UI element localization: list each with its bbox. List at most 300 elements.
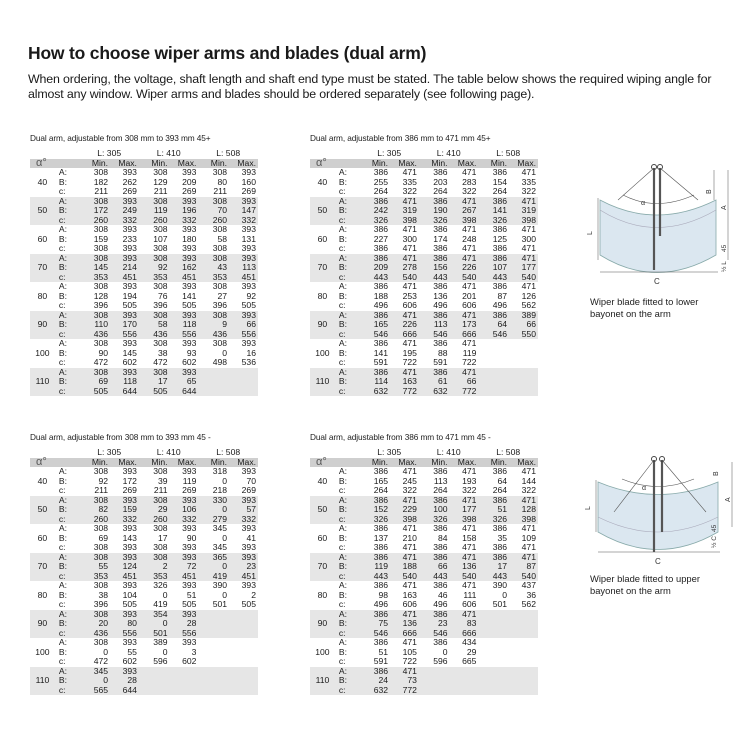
- value-cell: 471: [448, 311, 479, 321]
- value-cell: 546: [478, 330, 507, 340]
- value-cell: 471: [448, 254, 479, 264]
- dimension-label: B:: [58, 646, 67, 657]
- value-cell: 141: [373, 347, 389, 358]
- value-cell: 332: [227, 515, 258, 525]
- value-cell: 398: [507, 515, 538, 525]
- value-cell: [507, 358, 538, 368]
- value-cell: 536: [241, 357, 256, 367]
- value-cell: 23: [227, 562, 258, 572]
- value-cell: 471: [402, 243, 417, 253]
- value-cell: 0: [222, 347, 228, 358]
- value-cell: [139, 667, 168, 677]
- value-cell: 386: [492, 224, 508, 234]
- value-cell: [168, 686, 199, 696]
- value-cell: 386: [359, 496, 388, 506]
- value-cell: 154: [492, 176, 508, 187]
- value-cell: 193: [462, 475, 477, 486]
- B-label: B: [713, 471, 720, 476]
- value-cell: 332: [227, 216, 258, 226]
- angle-cell: 60: [317, 532, 328, 543]
- col-L410: L: 410: [436, 148, 461, 158]
- dimension-label: B:: [55, 377, 80, 387]
- value-cell: [227, 676, 258, 686]
- value-cell: 396: [93, 599, 109, 609]
- table-308-393-minus: [30, 432, 258, 695]
- wiper-diagram-upper-bayonet: [578, 452, 750, 570]
- value-cell: 606: [402, 599, 417, 609]
- dimension-label: A:: [55, 496, 80, 506]
- value-cell: 386: [433, 281, 448, 291]
- value-cell: 2: [139, 562, 168, 572]
- value-cell: 386: [419, 553, 448, 563]
- max-header: Max.: [507, 458, 538, 468]
- angle-cell: 80: [37, 589, 48, 600]
- angle-cell: 110: [310, 667, 335, 696]
- value-cell: 471: [388, 610, 419, 620]
- value-cell: [478, 648, 507, 658]
- dimension-label: c:: [58, 599, 66, 609]
- value-cell: 308: [93, 338, 109, 348]
- value-cell: 386: [419, 197, 448, 207]
- dimension-label: B:: [55, 320, 80, 330]
- max-header: Max.: [168, 159, 199, 169]
- value-cell: 393: [241, 243, 256, 253]
- value-cell: [227, 619, 258, 629]
- value-cell: 386: [478, 553, 507, 563]
- dimension-label: c:: [55, 273, 80, 283]
- value-cell: 443: [419, 572, 448, 582]
- value-cell: 393: [122, 281, 137, 291]
- value-cell: 65: [168, 377, 199, 387]
- value-cell: 92: [139, 263, 168, 273]
- value-cell: 393: [122, 338, 137, 348]
- value-cell: 0: [139, 619, 168, 629]
- dimension-label: A:: [335, 311, 360, 321]
- value-cell: 70: [198, 206, 227, 216]
- value-cell: [507, 629, 538, 639]
- value-cell: 386: [359, 197, 388, 207]
- value-cell: 9: [198, 320, 227, 330]
- value-cell: 501: [212, 599, 228, 609]
- value-cell: 0: [198, 505, 227, 515]
- angle-cell: 50: [30, 496, 55, 525]
- value-cell: 353: [139, 273, 168, 283]
- value-cell: 267: [448, 206, 479, 216]
- value-cell: 666: [388, 330, 419, 340]
- value-cell: [507, 648, 538, 658]
- dimension-label: c:: [58, 542, 66, 552]
- value-cell: 0: [222, 532, 228, 543]
- value-cell: 546: [419, 330, 448, 340]
- dimension-label: A:: [338, 466, 347, 476]
- value-cell: 335: [402, 176, 417, 187]
- value-cell: [227, 657, 258, 667]
- value-cell: 141: [182, 290, 197, 301]
- value-cell: 58: [217, 233, 228, 244]
- value-cell: 451: [227, 273, 258, 283]
- value-cell: 345: [212, 523, 228, 533]
- value-cell: 386: [373, 224, 389, 234]
- angle-cell: 110: [30, 368, 55, 397]
- value-cell: 92: [98, 475, 109, 486]
- dimension-label: c:: [58, 357, 66, 367]
- value-cell: 471: [462, 580, 477, 590]
- value-cell: 393: [108, 311, 139, 321]
- value-cell: 471: [448, 197, 479, 207]
- value-cell: [198, 648, 227, 658]
- value-cell: 90: [98, 347, 109, 358]
- dimension-label: A:: [335, 667, 360, 677]
- value-cell: 353: [198, 273, 227, 283]
- value-cell: [507, 377, 538, 387]
- col-L305: L: 305: [377, 447, 402, 457]
- value-cell: 471: [448, 553, 479, 563]
- value-cell: 393: [182, 542, 197, 552]
- intro-paragraph: When ordering, the voltage, shaft length and shaft end type must be stated. The table below shows the required wiping angle for almost any window. Wiper arms and blades should be ordered separately (see following page).: [28, 72, 712, 101]
- value-cell: 393: [122, 167, 137, 177]
- value-cell: 386: [419, 311, 448, 321]
- value-cell: 319: [388, 206, 419, 216]
- value-cell: [419, 667, 448, 677]
- value-cell: 393: [182, 523, 197, 533]
- angle-cell: 80: [317, 290, 328, 301]
- value-cell: [478, 667, 507, 677]
- value-cell: 393: [182, 167, 197, 177]
- value-cell: 419: [153, 599, 168, 609]
- value-cell: 386: [433, 466, 448, 476]
- value-cell: 61: [419, 377, 448, 387]
- value-cell: 393: [182, 224, 197, 234]
- dimension-label: c:: [55, 330, 80, 340]
- value-cell: 210: [402, 532, 417, 543]
- value-cell: [198, 619, 227, 629]
- value-cell: 269: [122, 186, 137, 196]
- angle-cell: 70: [30, 553, 55, 582]
- value-cell: 471: [388, 311, 419, 321]
- value-cell: 393: [122, 224, 137, 234]
- col-L508: L: 508: [496, 148, 521, 158]
- value-cell: 332: [108, 216, 139, 226]
- value-cell: 92: [246, 290, 256, 301]
- value-cell: [198, 638, 227, 648]
- value-cell: 398: [448, 515, 479, 525]
- angle-cell: 70: [310, 254, 335, 283]
- value-cell: 170: [108, 320, 139, 330]
- value-cell: 471: [521, 542, 536, 552]
- value-cell: 3: [191, 646, 197, 657]
- value-cell: 211: [94, 186, 109, 196]
- value-cell: 322: [521, 186, 536, 196]
- value-cell: 129: [153, 176, 168, 187]
- value-cell: 141: [478, 206, 507, 216]
- value-cell: 546: [359, 629, 388, 639]
- value-cell: 443: [359, 273, 388, 283]
- value-cell: 308: [79, 368, 108, 378]
- value-cell: 308: [93, 466, 109, 476]
- dimension-label: B:: [335, 619, 360, 629]
- value-cell: 505: [139, 387, 168, 397]
- value-cell: [139, 676, 168, 686]
- value-cell: 211: [153, 186, 168, 196]
- value-cell: 269: [182, 186, 197, 196]
- value-cell: 0: [79, 676, 108, 686]
- value-cell: 396: [93, 300, 109, 310]
- value-cell: 471: [507, 496, 538, 506]
- value-cell: 398: [388, 515, 419, 525]
- value-cell: [198, 629, 227, 639]
- dimension-label: B:: [338, 589, 347, 600]
- value-cell: 24: [359, 676, 388, 686]
- value-cell: 393: [108, 496, 139, 506]
- value-cell: 308: [79, 610, 108, 620]
- value-cell: 354: [139, 610, 168, 620]
- value-cell: 386: [433, 167, 448, 177]
- value-cell: 308: [153, 523, 168, 533]
- dimension-label: B:: [335, 320, 360, 330]
- value-cell: 345: [79, 667, 108, 677]
- value-cell: 386: [433, 523, 448, 533]
- value-cell: 665: [462, 656, 477, 666]
- value-cell: 386: [433, 542, 448, 552]
- table-caption: Dual arm, adjustable from 386 mm to 471 mm 45 -: [310, 432, 491, 442]
- value-cell: 556: [108, 629, 139, 639]
- max-header: Max.: [227, 159, 258, 169]
- value-cell: 147: [227, 206, 258, 216]
- half-C-label: ½ C: [711, 536, 718, 548]
- value-cell: 159: [108, 505, 139, 515]
- value-cell: 550: [507, 330, 538, 340]
- value-cell: 393: [122, 466, 137, 476]
- value-cell: 540: [388, 273, 419, 283]
- value-cell: 17: [158, 532, 168, 543]
- value-cell: 195: [402, 347, 417, 358]
- value-cell: 119: [139, 206, 168, 216]
- value-cell: 35: [497, 532, 508, 543]
- value-cell: 386: [492, 542, 508, 552]
- value-cell: 606: [402, 300, 417, 310]
- value-cell: 308: [198, 311, 227, 321]
- value-cell: 393: [182, 281, 197, 291]
- value-cell: 39: [158, 475, 168, 486]
- value-cell: [419, 676, 448, 686]
- value-cell: 308: [139, 311, 168, 321]
- value-cell: 107: [478, 263, 507, 273]
- value-cell: [198, 387, 227, 397]
- value-cell: 471: [388, 368, 419, 378]
- dimension-label: B:: [58, 290, 67, 301]
- value-cell: 451: [108, 273, 139, 283]
- dimension-label: B:: [338, 290, 347, 301]
- table-row: [30, 387, 258, 397]
- dimension-label: B:: [338, 233, 347, 244]
- value-cell: 436: [198, 330, 227, 340]
- value-cell: 451: [108, 572, 139, 582]
- value-cell: 471: [462, 224, 477, 234]
- value-cell: 332: [108, 515, 139, 525]
- value-cell: 172: [79, 206, 108, 216]
- value-cell: 386: [492, 523, 508, 533]
- min-header: Min.: [478, 159, 507, 169]
- value-cell: 227: [373, 233, 389, 244]
- value-cell: 389: [507, 311, 538, 321]
- value-cell: [507, 349, 538, 359]
- value-cell: 163: [388, 377, 419, 387]
- value-cell: 436: [79, 330, 108, 340]
- value-cell: 163: [402, 589, 417, 600]
- value-cell: 28: [168, 619, 199, 629]
- value-cell: 471: [462, 167, 477, 177]
- value-cell: [227, 368, 258, 378]
- value-cell: 505: [241, 599, 256, 609]
- value-cell: 87: [497, 290, 508, 301]
- value-cell: 260: [79, 216, 108, 226]
- dimension-label: A:: [58, 637, 67, 647]
- dimension-label: c:: [55, 629, 80, 639]
- col-L410: L: 410: [436, 447, 461, 457]
- value-cell: [478, 358, 507, 368]
- value-cell: 308: [153, 224, 168, 234]
- dimension-label: B:: [58, 176, 67, 187]
- value-cell: [507, 676, 538, 686]
- value-cell: [448, 667, 479, 677]
- dimension-label: A:: [55, 254, 80, 264]
- value-cell: [478, 676, 507, 686]
- value-cell: 308: [153, 167, 168, 177]
- angle-cell: 50: [310, 496, 335, 525]
- value-cell: 229: [388, 505, 419, 515]
- min-header: Min.: [79, 458, 108, 468]
- value-cell: 471: [521, 281, 536, 291]
- value-cell: 260: [139, 216, 168, 226]
- value-cell: 772: [388, 387, 419, 397]
- value-cell: 104: [122, 589, 137, 600]
- value-cell: 46: [438, 589, 448, 600]
- value-cell: 326: [478, 515, 507, 525]
- value-cell: 80: [217, 176, 228, 187]
- dimension-label: A:: [335, 368, 360, 378]
- value-cell: 330: [198, 496, 227, 506]
- dimension-label: c:: [335, 629, 360, 639]
- value-cell: 386: [492, 243, 508, 253]
- dimension-table: [310, 149, 538, 396]
- value-cell: 55: [79, 562, 108, 572]
- table-308-393-plus: [30, 133, 258, 396]
- value-cell: [198, 657, 227, 667]
- col-L410: L: 410: [156, 447, 181, 457]
- dimension-label: A:: [338, 637, 347, 647]
- dimension-label: B:: [55, 562, 80, 572]
- value-cell: 156: [419, 263, 448, 273]
- value-cell: 119: [462, 347, 477, 358]
- dimension-label: c:: [338, 300, 346, 310]
- value-cell: [507, 387, 538, 397]
- value-cell: 471: [521, 224, 536, 234]
- dimension-label: c:: [58, 485, 66, 495]
- value-cell: 472: [93, 656, 109, 666]
- value-cell: 264: [492, 485, 508, 495]
- value-cell: 562: [521, 599, 536, 609]
- value-cell: 308: [212, 243, 228, 253]
- value-cell: 393: [241, 167, 256, 177]
- dimension-label: B:: [335, 505, 360, 515]
- value-cell: 393: [122, 580, 137, 590]
- dimension-label: c:: [335, 515, 360, 525]
- page-title: How to choose wiper arms and blades (dual arm): [28, 43, 427, 63]
- value-cell: 471: [402, 167, 417, 177]
- value-cell: 443: [478, 572, 507, 582]
- diagram-caption-upper: Wiper blade fitted to upper bayonet on the arm: [590, 573, 700, 596]
- value-cell: 214: [108, 263, 139, 273]
- value-cell: 540: [448, 572, 479, 582]
- dimension-label: c:: [335, 330, 360, 340]
- value-cell: 562: [521, 300, 536, 310]
- value-cell: 165: [359, 320, 388, 330]
- angle-cell: 60: [37, 233, 48, 244]
- max-header: Max.: [388, 458, 419, 468]
- angle-cell: 80: [317, 589, 328, 600]
- value-cell: 69: [79, 377, 108, 387]
- diagram-caption-lower: Wiper blade fitted to lower bayonet on the arm: [590, 296, 699, 319]
- value-cell: 264: [373, 485, 389, 495]
- value-cell: 393: [168, 553, 199, 563]
- value-cell: 471: [388, 254, 419, 264]
- dimension-label: B:: [335, 562, 360, 572]
- dimension-label: c:: [338, 656, 346, 666]
- col-L305: L: 305: [97, 148, 122, 158]
- value-cell: 596: [153, 656, 168, 666]
- dimension-label: A:: [335, 254, 360, 264]
- value-cell: 471: [462, 542, 477, 552]
- value-cell: 174: [433, 233, 448, 244]
- value-cell: 322: [462, 485, 477, 495]
- table-caption: Dual arm, adjustable from 386 mm to 471 mm 45+: [310, 133, 491, 143]
- value-cell: 308: [139, 254, 168, 264]
- table-row: [30, 686, 258, 696]
- value-cell: 17: [478, 562, 507, 572]
- value-cell: 107: [153, 233, 168, 244]
- value-cell: 308: [198, 197, 227, 207]
- dimension-label: B:: [58, 233, 67, 244]
- value-cell: 386: [373, 167, 389, 177]
- value-cell: 496: [433, 300, 448, 310]
- value-cell: 556: [227, 330, 258, 340]
- value-cell: 38: [98, 589, 109, 600]
- value-cell: 177: [448, 505, 479, 515]
- value-cell: 471: [402, 542, 417, 552]
- value-cell: 393: [227, 496, 258, 506]
- value-cell: 471: [462, 466, 477, 476]
- value-cell: 308: [93, 523, 109, 533]
- value-cell: 145: [122, 347, 137, 358]
- value-cell: 386: [359, 254, 388, 264]
- value-cell: 308: [139, 197, 168, 207]
- value-cell: 353: [79, 572, 108, 582]
- min-header: Min.: [419, 458, 448, 468]
- value-cell: 602: [122, 357, 137, 367]
- dimension-label: A:: [55, 553, 80, 563]
- dimension-label: c:: [55, 572, 80, 582]
- dimension-label: c:: [335, 387, 360, 397]
- value-cell: 0: [502, 589, 508, 600]
- value-cell: 772: [388, 686, 419, 696]
- value-cell: 242: [359, 206, 388, 216]
- value-cell: 211: [94, 485, 109, 495]
- value-cell: 326: [359, 515, 388, 525]
- value-cell: [227, 377, 258, 387]
- value-cell: [227, 686, 258, 696]
- dimension-label: B:: [335, 676, 360, 686]
- value-cell: 308: [79, 254, 108, 264]
